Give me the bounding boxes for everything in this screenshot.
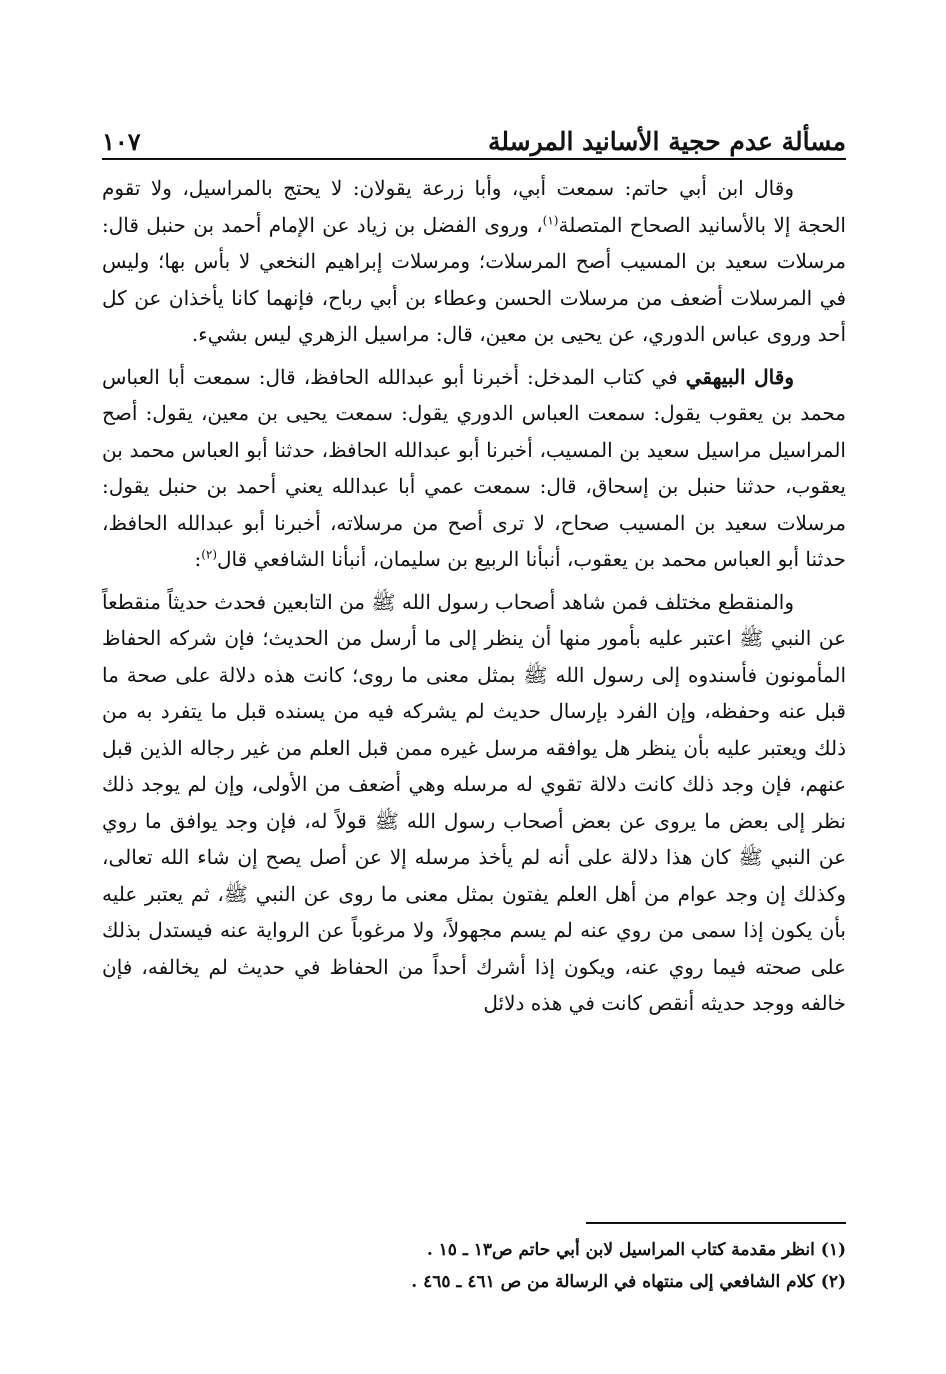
footnote-ref: (١) [542,212,559,227]
main-text [102,170,846,1022]
footnote-1: (١) انظر مقدمة كتاب المراسيل لابن أبي حاتم ص١٣ ـ ١٥ . [426,1240,846,1260]
book-page [102,0,846,1374]
header-rule [102,158,846,160]
footnote-2: (٢) كلام الشافعي إلى منتهاه في الرسالة من ص ٤٦١ ـ ٤٦٥ . [411,1272,846,1292]
paragraph-text-tail: ، وروى الفضل بن زياد عن الإمام أحمد بن حنبل قال: مرسلات سعيد بن المسيب أصح المرسلات؛ ومرسلات إبراهيم النخعي لا بأس بها؛ وليس في المرسلات أضعف من مرسلات الحسن وعطاء بن أبي رباح، فإنهما كانا يأخذان عن كل أحد وروى عباس الدوري، عن يحيى بن معين، قال: مراسيل الزهري ليس بشيء. [102,212,846,346]
paragraph-lead: وقال البيهقي [685,364,794,389]
paragraph-text-tail: : [194,547,202,571]
paragraph-shafii-quote [102,584,846,1022]
paragraph-ibn-abi-hatim [102,170,846,353]
footnote-rule [586,1222,846,1224]
footnote-ref: (٢) [201,547,218,562]
paragraph-text: والمنقطع مختلف فمن شاهد أصحاب رسول الله ﷺ من التابعين فحدث حديثاً منقطعاً عن النبي ﷺ اعتبر عليه بأمور منها أن ينظر إلى ما أرسل من الحديث؛ فإن شركه الحفاظ المأمونون فأسندوه إلى رسول الله ﷺ بمثل معنى ما روى؛ كانت هذه دلالة على صحة ما قبل عنه وحفظه، وإن الفرد بإرسال حديث لم يشركه فيه من يسنده قبل ما يتفرد به من ذلك ويعتبر عليه بأن ينظر هل يوافقه مرسل غيره ممن قبل العلم من غير رجاله الذين قبل عنهم، فإن وجد ذلك كانت دلالة تقوي له مرسله وهي أضعف من الأولى، وإن لم يوجد ذلك نظر إلى بعض ما يروى عن بعض أصحاب رسول الله ﷺ قولاً له، فإن وجد يوافق ما روي عن النبي ﷺ كان هذا دلالة على أنه لم يأخذ مرسله إلا عن أصل يصح إن شاء الله تعالى، وكذلك إن وجد عوام من أهل العلم يفتون بمثل معنى ما روى عن النبي ﷺ، ثم يعتبر عليه بأن يكون إذا سمى من روي عنه لم يسم مجهولاً، ولا مرغوباً عن الرواية عنه فيستدل بذلك على صحته فيما روي عنه، ويكون إذا أشرك أحداً من الحفاظ في حديث لم يخالفه، فإن خالفه ووجد حديثه أنقص كانت في هذه دلائل [102,589,846,1015]
paragraph-bayhaqi [102,359,846,578]
paragraph-text: في كتاب المدخل: أخبرنا أبو عبدالله الحافظ، قال: سمعت أبا العباس محمد بن يعقوب يقول: سمعت العباس الدوري يقول: سمعت يحيى بن معين، يقول: أصح المراسيل مراسيل سعيد بن المسيب، أخبرنا أبو عبدالله الحافظ، حدثنا أبو العباس محمد بن يعقوب، حدثنا حنبل بن إسحاق، قال: سمعت عمي أبا عبدالله يعني أحمد بن حنبل يقول: مرسلات سعيد بن المسيب صحاح، لا ترى أصح من مرسلاته، أخبرنا أبو عبدالله الحافظ، حدثنا أبو العباس محمد بن يعقوب، أنبأنا الربيع بن سليمان، أنبأنا الشافعي قال [102,364,846,571]
footnotes [102,1234,846,1298]
page-header [102,116,846,156]
paragraph-text: وقال ابن أبي حاتم: سمعت أبي، وأبا زرعة يقولان: لا يحتج بالمراسيل، ولا تقوم الحجة إلا بالأسانيد الصحاح المتصلة [102,176,846,237]
page-number: ١٠٧ [102,127,141,156]
running-title: مسألة عدم حجية الأسانيد المرسلة [487,127,846,156]
